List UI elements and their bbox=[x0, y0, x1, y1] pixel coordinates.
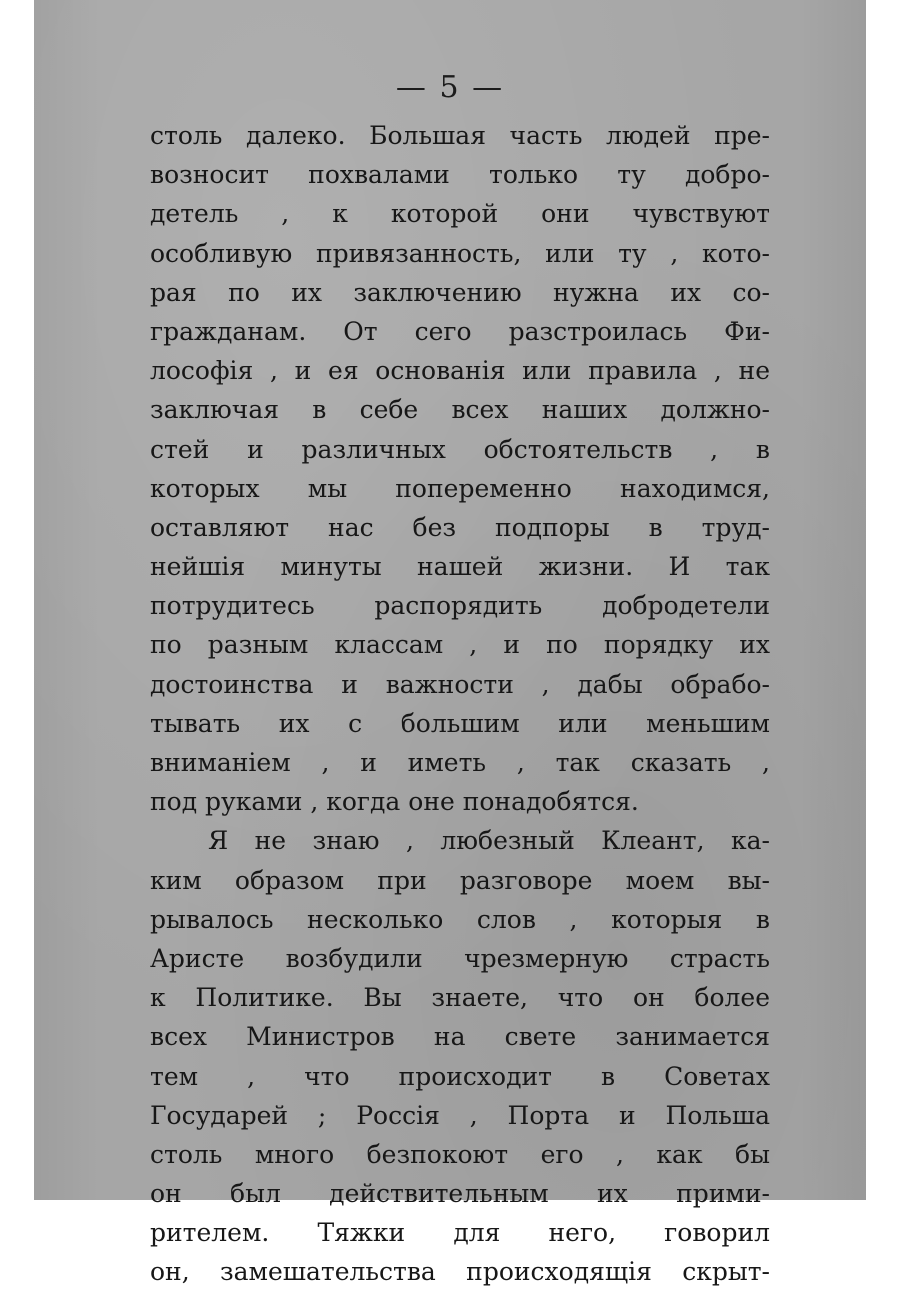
text-line: тывать их с большим или меньшим bbox=[150, 708, 770, 738]
text-line: потрудитесь распорядить добродетели bbox=[150, 591, 770, 621]
text-line: столь много безпокоют его , как бы bbox=[150, 1139, 770, 1169]
text-line: рая по их заключению нужна их со- bbox=[150, 277, 770, 307]
text-line: особливую привязанность, или ту , кото- bbox=[150, 238, 770, 268]
text-line: он был действительным их прими- bbox=[150, 1179, 770, 1209]
text-line: всех Министров на свете занимается bbox=[150, 1022, 770, 1052]
text-line: вниманіем , и иметь , так сказать , bbox=[150, 748, 770, 777]
text-line: под руками , когда оне понадобятся. bbox=[150, 787, 639, 817]
text-line: Государей ; Россія , Порта и Польша bbox=[150, 1100, 770, 1130]
text-line: детель , к которой они чувствуют bbox=[150, 199, 770, 229]
page-number: — 5 — bbox=[395, 70, 505, 105]
text-line: нейшія минуты нашей жизни. И так bbox=[150, 552, 770, 582]
text-line: рителем. Тяжки для него, говорил bbox=[150, 1218, 770, 1248]
text-line: стей и различных обстоятельств , в bbox=[150, 434, 770, 464]
text-line: Аристе возбудили чрезмерную страсть bbox=[150, 943, 770, 973]
text-line: ким образом при разговоре моем вы- bbox=[150, 865, 770, 895]
text-line: достоинства и важности , дабы обрабо- bbox=[150, 669, 770, 699]
text-line: которых мы попеременно находимся, bbox=[150, 473, 770, 503]
text-line: заключая в себе всех наших должно- bbox=[150, 395, 770, 425]
text-line: столь далеко. Большая часть людей пре- bbox=[150, 121, 770, 150]
text-line: к Политике. Вы знаете, что он более bbox=[150, 983, 770, 1013]
text-line: он, замешательства происходящія скрыт- bbox=[150, 1257, 770, 1287]
text-line: лософія , и ея основанія или правила , не bbox=[150, 356, 770, 386]
text-line: возносит похвалами только ту добро- bbox=[150, 160, 770, 190]
text-line: гражданам. От сего разстроилась Фи- bbox=[150, 316, 770, 346]
text-line: по разным классам , и по порядку их bbox=[150, 630, 770, 660]
text-line: тем , что происходит в Советах bbox=[150, 1061, 770, 1091]
text-line: оставляют нас без подпоры в труд- bbox=[150, 512, 770, 542]
text-line: Я не знаю , любезный Клеант, ка- bbox=[208, 826, 770, 856]
text-line: рывалось несколько слов , которыя в bbox=[150, 904, 770, 934]
book-page bbox=[34, 0, 866, 1287]
text-body bbox=[150, 116, 770, 1292]
